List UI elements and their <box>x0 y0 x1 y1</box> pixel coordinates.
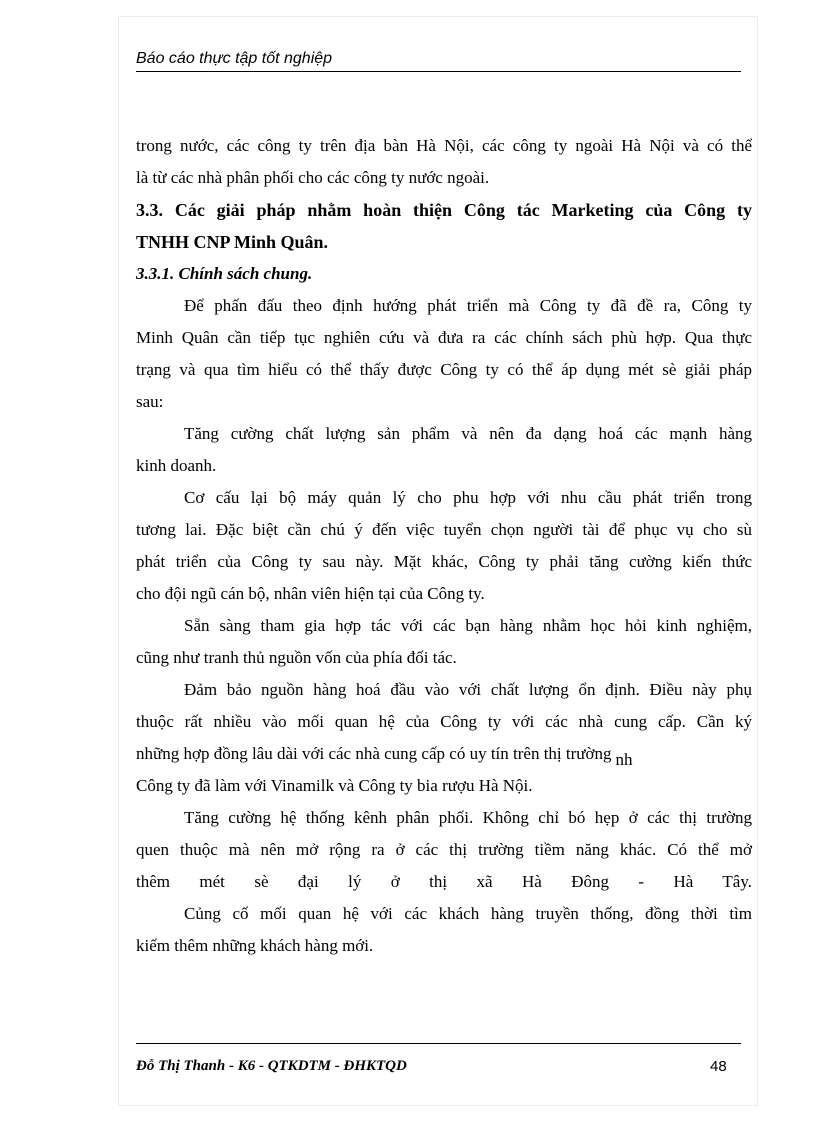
text-line: kinh doanh. <box>136 456 217 475</box>
running-header: Báo cáo thực tập tốt nghiệp <box>136 50 333 67</box>
document-body <box>136 130 752 962</box>
text-line: cho đội ngũ cán bộ, nhân viên hiện tại của Công ty. <box>136 584 485 603</box>
footer-author: Đỗ Thị Thanh - K6 - QTKDTM - ĐHKTQD <box>136 1058 407 1074</box>
text-line: Tăng cường hệ thống kênh phân phối. Không chỉ bó hẹp ở các thị trường <box>184 808 752 827</box>
text-line: trong nước, các công ty trên địa bàn Hà Nội, các công ty ngoài Hà Nội và có thể <box>136 136 752 155</box>
text-line: Tăng cường chất lượng sản phẩm và nên đa dạng hoá các mạnh hàng <box>184 424 752 443</box>
text-line: phát triển của Công ty sau này. Mặt khác, Công ty phải tăng cường kiến thức <box>136 552 752 571</box>
text-line: Công ty đã làm với Vinamilk và Công ty bia rượu Hà Nội. <box>136 776 533 795</box>
text-line: Để phấn đấu theo định hướng phát triển mà Công ty đã đề ra, Công ty <box>184 296 752 315</box>
text-line: thêm mét sè đại lý ở thị xã Hà Đông - Hà Tây. <box>136 872 752 891</box>
text-line: Cơ cấu lại bộ máy quản lý cho phu hợp với nhu cầu phát triển trong <box>184 488 752 507</box>
footer-rule <box>136 1043 741 1044</box>
page-number: 48 <box>710 1058 727 1075</box>
subsection-heading: 3.3.1. Chính sách chung. <box>136 264 313 283</box>
text-fragment: nh <box>615 750 633 769</box>
text-line: Minh Quân cần tiếp tục nghiên cứu và đưa ra các chính sách phù hợp. Qua thực <box>136 328 752 347</box>
section-heading: TNHH CNP Minh Quân. <box>136 232 329 252</box>
text-line: Đảm bảo nguồn hàng hoá đầu vào với chất lượng ổn định. Điều này phụ <box>184 680 752 699</box>
text-line: Củng cố mối quan hệ với các khách hàng truyền thống, đồng thời tìm <box>184 904 752 923</box>
text-line: trạng và qua tìm hiểu có thể thấy được Công ty có thể áp dụng mét sè giải pháp <box>136 360 752 379</box>
text-line: quen thuộc mà nên mở rộng ra ở các thị trường tiềm năng khác. Có thể mở <box>136 840 752 859</box>
text-line: kiếm thêm những khách hàng mới. <box>136 936 374 955</box>
header-rule <box>136 71 741 72</box>
section-heading: 3.3. Các giải pháp nhằm hoàn thiện Công tác Marketing của Công ty <box>136 200 752 220</box>
text-fragment: những hợp đồng lâu dài với các nhà cung cấp có uy tín trên thị trường <box>136 744 612 763</box>
text-line: tương lai. Đặc biệt cần chú ý đến việc tuyển chọn người tài để phục vụ cho sù <box>136 520 752 539</box>
text-line <box>136 738 752 770</box>
text-line: Sẵn sàng tham gia hợp tác với các bạn hàng nhằm học hỏi kinh nghiệm, <box>184 616 752 635</box>
text-line: thuộc rất nhiều vào mối quan hệ của Công ty với các nhà cung cấp. Cần ký <box>136 712 752 731</box>
text-line: là từ các nhà phân phối cho các công ty nước ngoài. <box>136 168 490 187</box>
text-line: sau: <box>136 392 164 411</box>
text-line: cũng như tranh thủ nguồn vốn của phía đối tác. <box>136 648 457 667</box>
